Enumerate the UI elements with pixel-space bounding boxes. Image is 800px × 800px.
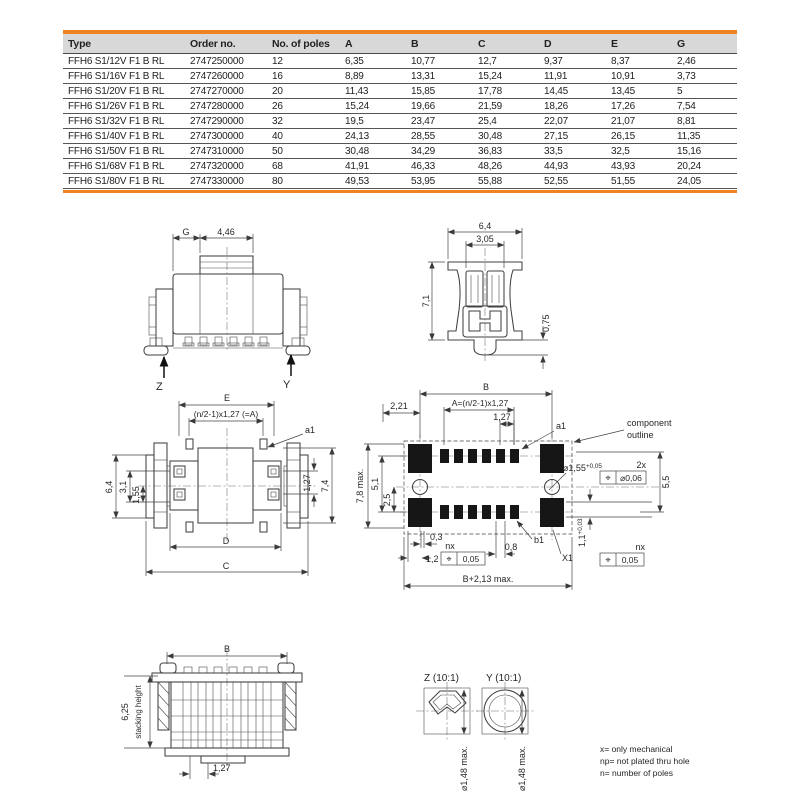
table-cell: 15,24 bbox=[340, 99, 406, 114]
table-cell: 24,13 bbox=[340, 129, 406, 144]
component-outline-label-1: component bbox=[627, 418, 672, 428]
stack-height-label: stacking height bbox=[134, 685, 143, 739]
pin-label-a1: a1 bbox=[305, 425, 316, 435]
table-cell: 19,5 bbox=[340, 114, 406, 129]
detail-z-dia-label: ⌀1,48 max. bbox=[459, 746, 469, 791]
dim-label-row-pitch: 1,27 bbox=[302, 474, 312, 492]
table-cell: 2747260000 bbox=[185, 69, 267, 84]
dim-label-bracket: 6,4 bbox=[104, 480, 114, 494]
column-header: D bbox=[539, 34, 606, 54]
legend-line-2: np= not plated thru hole bbox=[600, 756, 690, 766]
dim-label-tab-width: 4,46 bbox=[217, 227, 235, 237]
dim-label-body-depth: 7,4 bbox=[320, 479, 330, 493]
top-view-drawing bbox=[104, 393, 336, 576]
dim-label-height: 7,1 bbox=[421, 294, 431, 308]
table-cell: 6,35 bbox=[340, 54, 406, 69]
table-cell: 20 bbox=[267, 84, 340, 99]
column-header: Type bbox=[63, 34, 185, 54]
table-cell: 51,55 bbox=[606, 174, 672, 189]
dim-label-row-span: 5,1 bbox=[370, 477, 380, 491]
pcb-layout-drawing bbox=[355, 382, 672, 590]
dim-label-rows: 3,1 bbox=[118, 480, 128, 494]
dim-label-e: E bbox=[223, 393, 231, 403]
table-cell: 10,91 bbox=[606, 69, 672, 84]
table-cell: 19,66 bbox=[406, 99, 473, 114]
table-cell: 55,88 bbox=[473, 174, 539, 189]
table-cell: 11,91 bbox=[539, 69, 606, 84]
front-foot-right bbox=[286, 346, 310, 355]
dim-label-right-span: 5,5 bbox=[661, 475, 671, 489]
pad-pos-tol-value-2: 0,05 bbox=[621, 555, 639, 565]
table-cell: 34,29 bbox=[406, 144, 473, 159]
table-cell: 26 bbox=[267, 99, 340, 114]
table-cell: 2747300000 bbox=[185, 129, 267, 144]
table-cell: 28,55 bbox=[406, 129, 473, 144]
table-cell: 2747290000 bbox=[185, 114, 267, 129]
front-tab bbox=[200, 256, 253, 274]
table-cell: 41,91 bbox=[340, 159, 406, 174]
table-cell: 15,16 bbox=[672, 144, 737, 159]
table-cell: 24,05 bbox=[672, 174, 737, 189]
table-cell: 15,24 bbox=[473, 69, 539, 84]
table-cell: 15,85 bbox=[406, 84, 473, 99]
table-cell: 11,35 bbox=[672, 129, 737, 144]
dim-label-pitch: 1,27 bbox=[493, 412, 511, 422]
legend-line-3: n= number of poles bbox=[600, 768, 674, 778]
pad-label-a1: a1 bbox=[556, 421, 567, 431]
hole-qty-label: 2x bbox=[636, 460, 646, 470]
pad-qty-label-1: nx bbox=[445, 541, 455, 551]
dim-label-d: D bbox=[222, 536, 230, 546]
detail-y-dia-label: ⌀1,48 max. bbox=[517, 746, 527, 791]
dim-label-foot-height: 0,75 bbox=[541, 314, 551, 332]
table-cell: 21,59 bbox=[473, 99, 539, 114]
mated-top-bumps bbox=[184, 667, 267, 673]
table-cell: 2747330000 bbox=[185, 174, 267, 189]
detail-y-title: Y (10:1) bbox=[486, 673, 522, 684]
pad-label-b1: b1 bbox=[534, 535, 545, 545]
table-cell: 8,81 bbox=[672, 114, 737, 129]
table-cell: 48,26 bbox=[473, 159, 539, 174]
hole-pos-tol-value: ⌀0,06 bbox=[620, 473, 642, 483]
dim-label-inner-width: 3,05 bbox=[476, 234, 494, 244]
table-cell: 2747320000 bbox=[185, 159, 267, 174]
table-cell: 30,48 bbox=[340, 144, 406, 159]
table-cell: 32,5 bbox=[606, 144, 672, 159]
column-header: G bbox=[672, 34, 737, 54]
pad-label-x1: X1 bbox=[562, 553, 574, 563]
table-cell: 40 bbox=[267, 129, 340, 144]
table-cell: 53,95 bbox=[406, 174, 473, 189]
table-cell: 20,24 bbox=[672, 159, 737, 174]
dim-label-c: C bbox=[222, 561, 230, 571]
dim-label-end-offset: 2,21 bbox=[390, 401, 408, 411]
table-cell: 11,43 bbox=[340, 84, 406, 99]
table-cell: 33,5 bbox=[539, 144, 606, 159]
table-cell: 2747270000 bbox=[185, 84, 267, 99]
front-view-drawing bbox=[144, 227, 310, 393]
legend bbox=[600, 744, 690, 778]
table-cell: FFH6 S1/50V F1 B RL bbox=[63, 144, 185, 159]
section-arrow-y-label: Y bbox=[283, 379, 291, 391]
dim-label-mated-b: B bbox=[223, 644, 231, 654]
dim-label-g: G bbox=[182, 227, 190, 237]
table-cell: 44,93 bbox=[539, 159, 606, 174]
table-cell: 5 bbox=[672, 84, 737, 99]
table-cell: FFH6 S1/68V F1 B RL bbox=[63, 159, 185, 174]
table-cell: 68 bbox=[267, 159, 340, 174]
table-cell: 2747250000 bbox=[185, 54, 267, 69]
dim-label-outer-width: 6,4 bbox=[478, 221, 492, 231]
table-cell: 21,07 bbox=[606, 114, 672, 129]
top-view-contacts bbox=[170, 461, 281, 510]
column-header: B bbox=[406, 34, 473, 54]
section-view-drawing bbox=[421, 221, 551, 369]
table-cell: FFH6 S1/20V F1 B RL bbox=[63, 84, 185, 99]
table-cell: 14,45 bbox=[539, 84, 606, 99]
table-cell: 3,73 bbox=[672, 69, 737, 84]
dim-label-pad-offset: 0,3 bbox=[430, 532, 443, 542]
table-cell: 2747310000 bbox=[185, 144, 267, 159]
column-header: A bbox=[340, 34, 406, 54]
table-cell: FFH6 S1/26V F1 B RL bbox=[63, 99, 185, 114]
table-cell: 17,26 bbox=[606, 99, 672, 114]
table-cell: 50 bbox=[267, 144, 340, 159]
detail-z-title: Z (10:1) bbox=[424, 673, 460, 684]
table-cell: 12 bbox=[267, 54, 340, 69]
table-cell: 8,37 bbox=[606, 54, 672, 69]
component-outline-label-2: outline bbox=[627, 430, 654, 440]
table-cell: 2,46 bbox=[672, 54, 737, 69]
dim-label-depth-max: 7,8 max. bbox=[355, 468, 365, 504]
dim-label-mated-pitch: 1,27 bbox=[213, 763, 231, 773]
table-cell: FFH6 S1/40V F1 B RL bbox=[63, 129, 185, 144]
table-cell: 27,15 bbox=[539, 129, 606, 144]
pad-qty-label-2: nx bbox=[635, 542, 645, 552]
column-header: No. of poles bbox=[267, 34, 340, 54]
front-pins bbox=[173, 337, 283, 348]
table-cell: FFH6 S1/16V F1 B RL bbox=[63, 69, 185, 84]
front-body bbox=[173, 274, 283, 334]
dim-label-end-pad-width: 1,2 bbox=[426, 554, 439, 564]
dim-label-pad-len: $1,1^{+0,03}$ bbox=[577, 518, 587, 547]
dim-label-row-offset: 1,55 bbox=[131, 486, 141, 504]
table-cell: 52,55 bbox=[539, 174, 606, 189]
front-foot-left bbox=[144, 346, 168, 355]
table-cell: FFH6 S1/12V F1 B RL bbox=[63, 54, 185, 69]
dim-label-pcb-pitch-formula: A=(n/2-1)x1,27 bbox=[451, 398, 509, 408]
legend-line-1: x= only mechanical bbox=[600, 744, 673, 754]
table-cell: 2747280000 bbox=[185, 99, 267, 114]
table-cell: 46,33 bbox=[406, 159, 473, 174]
dim-label-stack: 6,25 bbox=[120, 703, 130, 721]
table-cell: 10,77 bbox=[406, 54, 473, 69]
dim-label-b: B bbox=[482, 382, 490, 392]
table-cell: 49,53 bbox=[340, 174, 406, 189]
mated-view-drawing bbox=[120, 644, 302, 779]
hole-dia-label: $⌀1,55^{+0,05}$ bbox=[563, 463, 602, 473]
table-cell: 13,45 bbox=[606, 84, 672, 99]
table-cell: 16 bbox=[267, 69, 340, 84]
table-cell: 9,37 bbox=[539, 54, 606, 69]
section-arrow-z-label: Z bbox=[156, 381, 163, 393]
table-cell: FFH6 S1/32V F1 B RL bbox=[63, 114, 185, 129]
position-tolerance-symbol-3: ⌖ bbox=[605, 555, 611, 565]
column-header: C bbox=[473, 34, 539, 54]
dim-label-hole-offset: 2,5 bbox=[382, 493, 392, 507]
table-cell: 17,78 bbox=[473, 84, 539, 99]
table-cell: 23,47 bbox=[406, 114, 473, 129]
table-cell: 80 bbox=[267, 174, 340, 189]
table-cell: 43,93 bbox=[606, 159, 672, 174]
top-view-body bbox=[198, 448, 253, 523]
position-tolerance-symbol: ⌖ bbox=[605, 473, 611, 483]
column-header: Order no. bbox=[185, 34, 267, 54]
table-cell: 30,48 bbox=[473, 129, 539, 144]
solder-pads bbox=[408, 444, 564, 527]
table-cell: 8,89 bbox=[340, 69, 406, 84]
dim-label-total-max: B+2,13 max. bbox=[462, 574, 514, 584]
table-cell: 7,54 bbox=[672, 99, 737, 114]
position-tolerance-symbol-2: ⌖ bbox=[446, 554, 452, 564]
table-cell: 13,31 bbox=[406, 69, 473, 84]
table-cell: 18,26 bbox=[539, 99, 606, 114]
table-cell: 26,15 bbox=[606, 129, 672, 144]
dim-label-pitch-formula: (n/2-1)x1,27 (=A) bbox=[193, 409, 259, 419]
column-header: E bbox=[606, 34, 672, 54]
detail-y-shape bbox=[484, 690, 526, 732]
table-cell: 36,83 bbox=[473, 144, 539, 159]
table-cell: 32 bbox=[267, 114, 340, 129]
pad-pos-tol-value-1: 0,05 bbox=[462, 554, 480, 564]
table-cell: 12,7 bbox=[473, 54, 539, 69]
table-cell: FFH6 S1/80V F1 B RL bbox=[63, 174, 185, 189]
detail-views-drawing bbox=[416, 673, 536, 791]
table-cell: 25,4 bbox=[473, 114, 539, 129]
dim-label-pad-width: 0,8 bbox=[504, 542, 518, 552]
table-cell: 22,07 bbox=[539, 114, 606, 129]
